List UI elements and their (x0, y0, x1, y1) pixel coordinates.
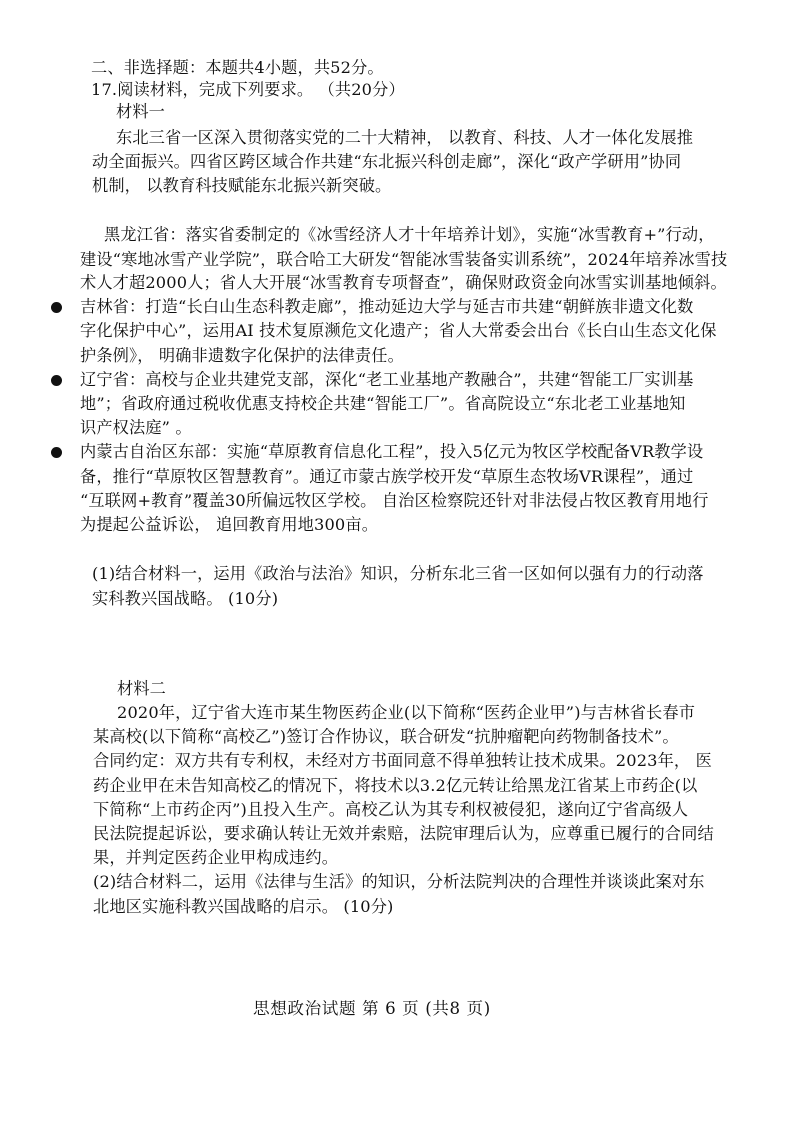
province-jilin-line: 吉林省：打造“长白山生态科教走廊”，推动延边大学与延吉市共建“朝鲜族非遗文化数 (80, 297, 694, 316)
material-2-line: 某高校(以下简称“高校乙”)签订合作协议，联合研发“抗肿瘤靶向药物制备技术”。 (93, 727, 679, 746)
bullet-icon (51, 447, 62, 458)
province-inner-mongolia-line: 备，推行“草原牧区智慧教育”。通辽市蒙古族学校开发“草原生态牧场VR课程”，通过 (80, 467, 694, 486)
sub-question-1-line: 实科教兴国战略。 (10分) (92, 589, 279, 608)
material-2-line: 合同约定：双方共有专利权，未经对方书面同意不得单独转让技术成果。2023年， 医 (93, 751, 712, 770)
material-2-line: 2020年，辽宁省大连市某生物医药企业(以下简称“医药企业甲”)与吉林省长春市 (117, 703, 696, 722)
province-inner-mongolia-line: 为提起公益诉讼， 追回教育用地300亩。 (80, 515, 379, 534)
province-inner-mongolia-line: 内蒙古自治区东部：实施“草原教育信息化工程”，投入5亿元为牧区学校配备VR教学设 (80, 442, 704, 461)
material-2-line: 下简称“上市药企丙”)且投入生产。高校乙认为其专利权被侵犯，遂向辽宁省高级人 (93, 800, 689, 819)
material-1-intro-line: 机制， 以教育科技赋能东北振兴新突破。 (92, 176, 392, 195)
section-heading: 二、非选择题：本题共4小题，共52分。 (91, 58, 384, 77)
bullet-icon (51, 302, 62, 313)
province-heilongjiang-line: 术人才超2000人；省人大开展“冰雪教育专项督查”，确保财政资金向冰雪实训基地倾斜。 (80, 273, 727, 292)
material-2-line: 药企业甲在未告知高校乙的情况下，将技术以3.2亿元转让给黑龙江省某上市药企(以 (93, 776, 698, 795)
province-heilongjiang-line: 建设“寒地冰雪产业学院”，联合哈工大研发“智能冰雪装备实训系统”，2024年培养冰雪技 (80, 250, 728, 269)
bullet-icon (51, 375, 62, 386)
material-2-line: 民法院提起诉讼，要求确认转让无效并索赔，法院审理后认为，应尊重已履行的合同结 (93, 824, 714, 843)
province-liaoning-line: 地”；省政府通过税收优惠支持校企共建“智能工厂”。省高院设立“东北老工业基地知 (80, 394, 686, 413)
province-liaoning-line: 识产权法庭” 。 (80, 418, 192, 437)
material-1-intro-line: 东北三省一区深入贯彻落实党的二十大精神， 以教育、科技、人才一体化发展推 (116, 128, 694, 147)
material-1-intro-line: 动全面振兴。四省区跨区域合作共建“东北振兴科创走廊”，深化“政产学研用”协同 (92, 152, 682, 171)
province-heilongjiang-line: 黑龙江省：落实省委制定的《冰雪经济人才十年培养计划》，实施“冰雪教育+”行动， (104, 225, 715, 244)
question-17-title: 17.阅读材料，完成下列要求。 （共20分） (91, 80, 405, 99)
province-jilin-line: 护条例》， 明确非遗数字化保护的法律责任。 (80, 346, 404, 365)
province-inner-mongolia-line: “互联网+教育”覆盖30所偏远牧区学校。 自治区检察院还针对非法侵占牧区教育用地行 (80, 491, 709, 510)
sub-question-1-line: (1)结合材料一，运用《政治与法治》知识，分析东北三省一区如何以强有力的行动落 (92, 564, 704, 583)
province-liaoning-line: 辽宁省：高校与企业共建党支部，深化“老工业基地产教融合”，共建“智能工厂实训基 (80, 370, 694, 389)
sub-question-2-line: 北地区实施科教兴国战略的启示。 (10分) (93, 897, 394, 916)
material-2-line: 果，并判定医药企业甲构成违约。 (93, 848, 339, 867)
province-jilin-line: 字化保护中心”，运用AI 技术复原濒危文化遗产；省人大常委会出台《长白山生态文化保 (80, 321, 717, 340)
material-1-heading: 材料一 (116, 102, 166, 121)
material-2-heading: 材料二 (117, 679, 167, 698)
sub-question-2-line: (2)结合材料二，运用《法律与生活》的知识，分析法院判决的合理性并谈谈此案对东 (93, 872, 705, 891)
page-footer: 思想政治试题 第 6 页 (共8 页) (253, 999, 491, 1018)
